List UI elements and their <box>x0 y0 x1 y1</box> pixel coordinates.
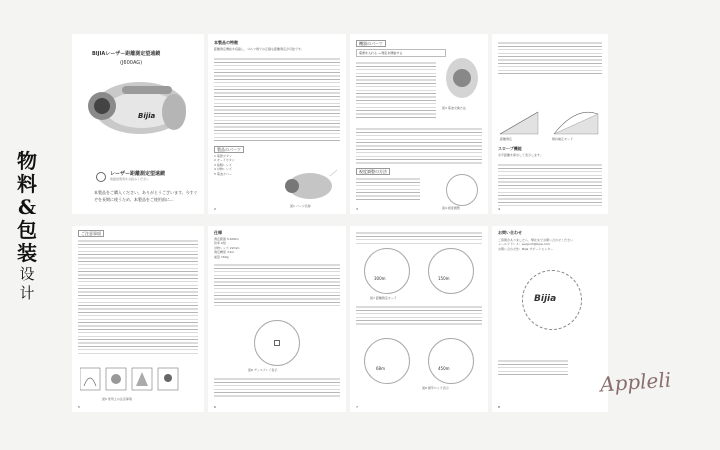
cover-page <box>72 34 204 214</box>
spec-row: 重量 160g <box>214 254 229 259</box>
display-view <box>428 248 474 294</box>
flow-box: 電源を入れる → 測定を開始する <box>356 49 446 57</box>
subtitle-char: 计 <box>19 284 35 302</box>
page-number: 4 <box>498 207 500 211</box>
contact-line: ご質問がありましたら、弊社までお問い合わせください <box>498 238 574 242</box>
diagram-caption: 距離測定 <box>500 137 513 141</box>
spec-row: 測定範囲 5-600m <box>214 237 239 241</box>
diagram-caption: 図8 旗竿ロック表示 <box>422 386 449 390</box>
body-text-block <box>498 162 602 206</box>
product-title: BIJIAレーザー距離測定望遠鏡 <box>92 51 161 57</box>
spec-list <box>214 237 340 259</box>
slope-diagram <box>498 104 602 138</box>
contact-line: お問い合わせ先：Bijia サポートセンター <box>498 246 554 251</box>
designer-signature: Appleli <box>599 367 672 397</box>
spec-row: 対物レンズ 22mm <box>214 245 240 250</box>
title-char: 装 <box>17 241 37 265</box>
eyepiece-view <box>446 174 478 206</box>
spec-row: 測定精度 ±1m <box>214 250 235 255</box>
title-char: 包 <box>17 218 37 242</box>
section-heading: 製品のパーツ <box>214 146 244 153</box>
body-text-block <box>356 230 482 244</box>
body-text-block <box>356 304 482 326</box>
diagram-caption: 図1 パーツ名称 <box>290 204 311 208</box>
body-text-block <box>214 376 340 398</box>
parts-diagram <box>280 166 338 206</box>
diagram-caption: 図7 距離測定モード <box>370 296 397 300</box>
distance-reading: 450m <box>438 366 450 371</box>
section-heading: 視度調整の方法 <box>356 168 390 175</box>
intro-line: ぞを長期に使うため、本製品をご使用前に... <box>94 197 174 202</box>
body-text-block <box>214 262 340 308</box>
page-number: 2 <box>214 207 216 211</box>
diagram-caption: 図3 電池交換方法 <box>442 106 466 110</box>
list-item: 2 モードボタン <box>214 158 235 163</box>
title-char: 料 <box>17 172 37 196</box>
section-heading: 機器のパーツ <box>356 40 386 47</box>
diagram-caption: 図4 視度調整 <box>442 206 460 210</box>
section-heading: 本製品の特徴 <box>214 40 238 45</box>
crosshair-icon <box>96 172 106 182</box>
body-text-block <box>356 60 436 120</box>
spec-row: 倍率 6倍 <box>214 241 226 246</box>
page-number: 6 <box>214 405 216 409</box>
page-number: 8 <box>498 405 500 409</box>
title-char: 物 <box>17 149 37 173</box>
list-item: 1 電源ボタン <box>214 154 232 158</box>
parts-list <box>214 154 266 176</box>
side-title <box>14 150 40 303</box>
body-text-block <box>498 358 568 376</box>
page-number: 3 <box>356 207 358 211</box>
contact-line: メールアドレス：support@bijia.com <box>498 242 550 247</box>
body-text-block <box>356 176 420 202</box>
intro-line: 本製品をご購入ください、ありがとうございます。今すぐ <box>94 190 198 195</box>
display-view <box>428 338 474 384</box>
brand-logo: Bijia <box>138 112 156 120</box>
distance-reading: 300m <box>374 276 386 281</box>
warning-icons <box>80 364 198 394</box>
body-text: 距離測定機能を搭載し、ゴルフ場での正確な距離測定が可能です。 <box>214 47 304 51</box>
body-text-block <box>498 40 602 76</box>
display-view <box>364 248 410 294</box>
gutter <box>612 34 614 214</box>
section-heading: スロープ機能 <box>498 146 522 151</box>
diagram-caption: 図6 ディスプレイ表示 <box>248 368 278 372</box>
distance-reading: 68m <box>376 366 385 371</box>
section-heading: お問い合わせ <box>498 230 522 235</box>
text-page <box>350 34 488 214</box>
text-page <box>72 226 204 412</box>
big-subtitle: 取扱説明書をお読みください <box>110 177 150 181</box>
section-heading: 仕様 <box>214 230 222 235</box>
distance-reading: 150m <box>438 276 450 281</box>
model-number: (J600AG) <box>120 60 143 66</box>
text-page <box>492 34 608 214</box>
body-text-block <box>78 238 198 356</box>
display-view <box>364 338 410 384</box>
body-text: 水平距離を算出して表示します。 <box>498 153 543 157</box>
contact-list <box>498 238 602 251</box>
body-text-block <box>356 126 482 164</box>
page-number: 7 <box>356 405 358 409</box>
list-item: 4 対物レンズ <box>214 167 232 172</box>
text-page <box>208 34 346 214</box>
rangefinder-image <box>82 72 192 144</box>
title-char: & <box>17 195 37 219</box>
big-title: レーザー距離測定望遠鏡 <box>110 171 166 177</box>
badge-logo: Bijia <box>534 294 557 304</box>
page-number: 5 <box>78 405 80 409</box>
list-item: 5 電池カバー <box>214 171 232 176</box>
battery-diagram <box>442 56 482 102</box>
reticle-icon <box>274 340 280 346</box>
diagram-caption: 傾斜補正モード <box>552 137 573 141</box>
diagram-caption: 図5 使用上の注意事項 <box>102 397 132 401</box>
subtitle-char: 设 <box>19 265 35 283</box>
text-page <box>350 226 488 412</box>
body-text-block <box>214 56 340 141</box>
list-item: 3 接眼レンズ <box>214 162 232 167</box>
text-page <box>208 226 346 412</box>
contact-page <box>492 226 608 412</box>
section-heading: ご注意事項 <box>78 230 104 237</box>
